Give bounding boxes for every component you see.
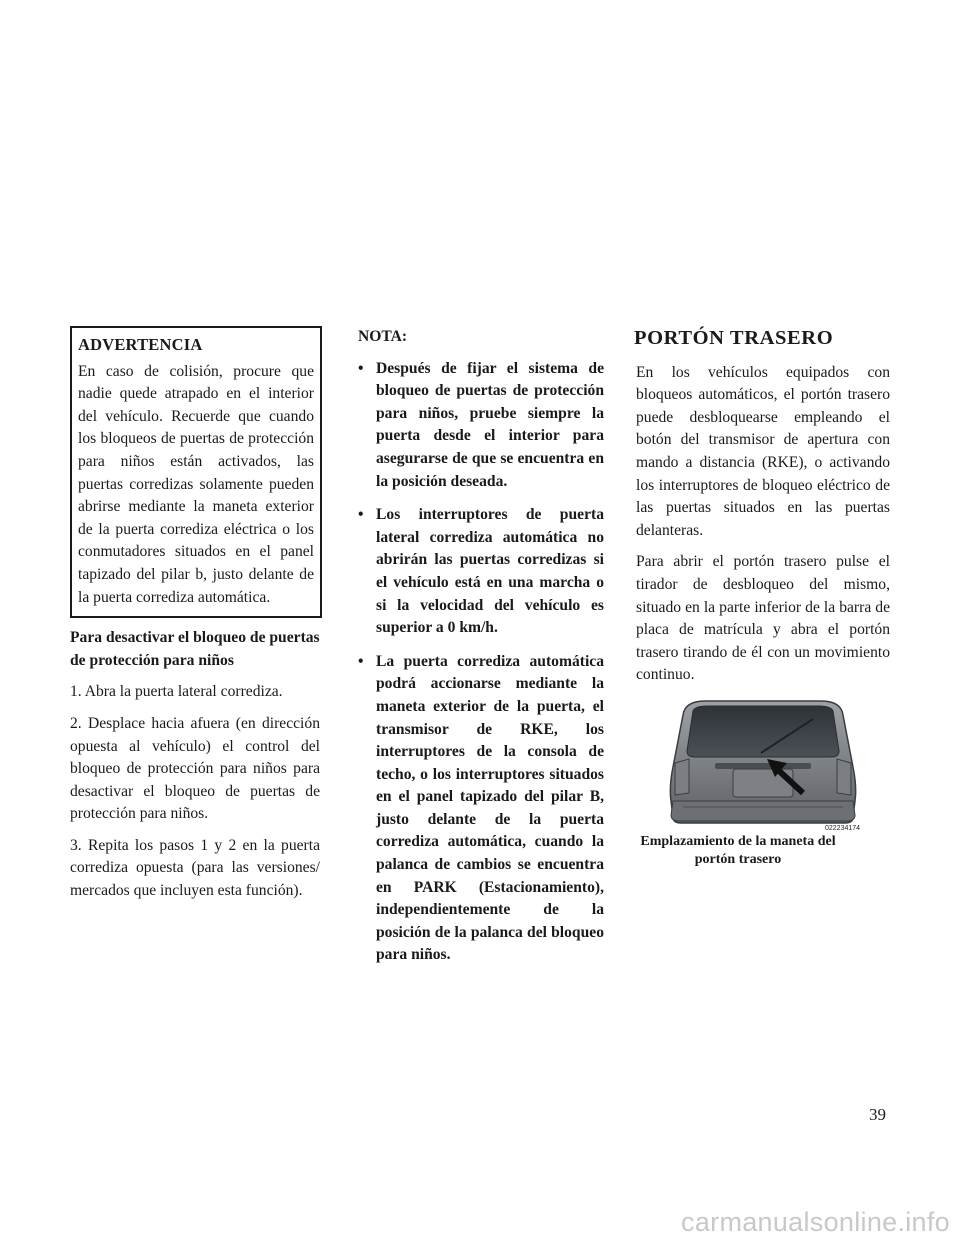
warning-box xyxy=(70,326,322,618)
bullet-icon: • xyxy=(358,506,364,524)
bullet-icon: • xyxy=(358,359,364,377)
liftgate-paragraph-1: En los vehículos equipados con bloqueos automáticos, el portón trasero puede desbloquearse empleando el botón del transmisor de apertura con mando a distancia (RKE), o activando los interruptores de bloqueo eléctrico de las puertas situados en las puertas delanteras. xyxy=(636,363,890,539)
note-text: Después de fijar el sistema de bloqueo de puertas de protección para niños, pruebe siempre la puerta desde el interior para asegurarse de que se encuentra en la posición deseada. xyxy=(376,359,604,490)
warning-text: En caso de colisión, procure que nadie quede atrapado en el interior del vehículo. Recuerde que cuando los bloqueos de puertas de protección para niños están activados, las puertas corredizas solamente pueden abrirse mediante la maneta exterior de la puerta corrediza eléctrica o los conmutadores situados en el panel tapizado del pilar b, justo delante de la puerta corrediza automática. xyxy=(78,362,314,606)
section-title: PORTÓN TRASERO xyxy=(634,327,834,349)
note-item xyxy=(358,504,604,640)
page-number: 39 xyxy=(869,1105,886,1124)
note-item xyxy=(358,358,604,494)
note-text: Los interruptores de puerta lateral corrediza automática no abrirán las puertas corredizas si el vehículo está en una marcha o si la velocidad del vehículo es superior a 0 km/h. xyxy=(376,506,604,637)
step-1: 1. Abra la puerta lateral corrediza. xyxy=(70,683,283,701)
note-label: NOTA: xyxy=(358,328,408,345)
note-item xyxy=(358,651,604,967)
bullet-icon: • xyxy=(358,652,364,670)
notes-list xyxy=(358,358,604,967)
liftgate-paragraph-2: Para abrir el portón trasero pulse el tirador de desbloqueo del mismo, situado en la parte inferior de la barra de placa de matrícula y abra el portón trasero tirando de él con un movimiento continuo. xyxy=(636,553,890,684)
left-column xyxy=(70,326,320,912)
site-watermark: carmanualsonline.info xyxy=(681,1207,950,1237)
warning-title: ADVERTENCIA xyxy=(78,335,203,354)
liftgate-illustration xyxy=(663,697,863,831)
step-3: 3. Repita los pasos 1 y 2 en la puerta corrediza opuesta (para las versiones/ mercados que incluyen esta función). xyxy=(70,836,320,900)
child-lock-subheading: Para desactivar el bloqueo de puertas de protección para niños xyxy=(70,629,320,669)
liftgate-figure xyxy=(663,697,863,831)
figure-code: 022234174 xyxy=(825,824,861,832)
right-column xyxy=(636,326,890,869)
middle-column xyxy=(358,326,604,978)
note-text: La puerta corrediza automática podrá accionarse mediante la maneta exterior de la puerta, el transmisor de RKE, los interruptores de la consola de techo, o los interruptores situados en el panel tapizado del pilar B, justo delante de la puerta corrediza automática, cuando la palanca de cambios se encuentra en PARK (Estacionamiento), independientemente de la posición de la palanca del bloqueo para niños. xyxy=(376,652,604,964)
step-2: 2. Desplace hacia afuera (en dirección opuesta al vehículo) el control del bloqueo de protección para niños para desactivar el bloqueo de puertas de protección para niños. xyxy=(70,714,320,823)
figure-caption: Emplazamiento de la maneta del portón trasero xyxy=(640,833,836,867)
